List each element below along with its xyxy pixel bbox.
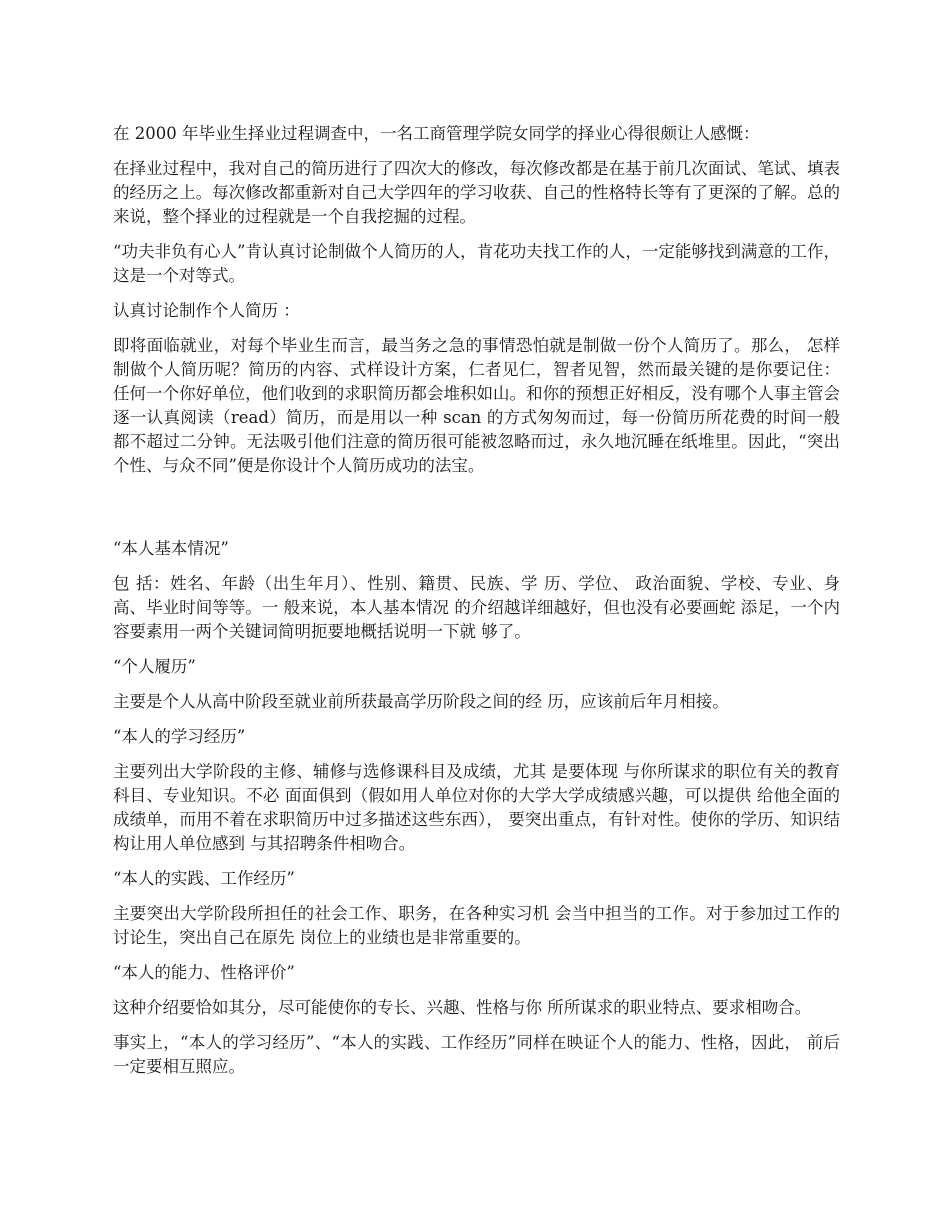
intro-paragraph: 在 2000 年毕业生择业过程调查中，一名工商管理学院女同学的择业心得很颇让人感慨： [113,124,760,143]
closing-paragraph: 事实上，“本人的学习经历”、“本人的实践、工作经历”同样在映证个人的能力、性格，因此， 前后一定要相互照应。 [113,1033,840,1076]
section-heading: “本人的实践、工作经历” [113,869,295,888]
section-heading: “本人基本情况” [113,539,229,558]
section-heading: 认真讨论制作个人简历 ： [113,301,300,320]
section-body: 主要是个人从高中阶段至就业前所获最高学历阶段之间的经 历，应该前后年月相接。 [113,692,729,711]
section-body: 这种介绍要恰如其分，尽可能使你的专长、兴趣、性格与你 所所谋求的职业特点、要求相吻合。 [113,998,812,1017]
section-heading: “个人履历” [113,657,196,676]
section-heading: “本人的能力、性格评价” [113,963,295,982]
section-body: 主要突出大学阶段所担任的社会工作、职务，在各种实习机 会当中担当的工作。对于参加过工作的讨论生，突出自己在原先 岗位上的业绩也是非常重要的。 [113,904,840,947]
document-page [113,122,840,1090]
section-heading: “本人的学习经历” [113,727,246,746]
experience-paragraph: 在择业过程中，我对自己的简历进行了四次大的修改，每次修改都是在基于前几次面试、笔试、填表的经历之上。每次修改都重新对自己大学四年的学习收获、自己的性格特长等有了更深的了解。总的来说，整个择业的过程就是一个自我挖掘的过程。 [113,159,840,226]
resume-advice-paragraph: 即将面临就业，对每个毕业生而言，最当务之急的事情恐怕就是制做一份个人简历了。那么， 怎样制做个人简历呢？简历的内容、式样设计方案，仁者见仁，智者见智，然而最关键的是你要记住： 任何一个你好单位，他们收到的求职简历都会堆积如山。和你的预想正好相反，没有哪个人事主管会逐一认真阅读（read）简历，而是用以一种 scan 的方式匆匆而过，每一份简历所花费的时间一般都不超过二分钟。无法吸引他们注意的简历很可能被忽略而过，永久地沉睡在纸堆里。因此，“突出个性、与众不同”便是你设计个人简历成功的法宝。 [113,336,840,475]
blank-gap [113,489,840,537]
quote-paragraph: “功夫非负有心人”肯认真讨论制做个人简历的人，肯花功夫找工作的人，一定能够找到满意的工作，这是一个对等式。 [113,242,840,285]
section-body: 主要列出大学阶段的主修、辅修与选修课科目及成绩，尤其 是要体现 与你所谋求的职位有关的教育科目、专业知识。不必 面面俱到（假如用人单位对你的大学大学成绩感兴趣，可以提供 给他全面的成绩单，而用不着在求职简历中过多描述这些东西）， 要突出重点，有针对性。使你的学历、知识结构让用人单位感到 与其招聘条件相吻合。 [113,762,840,853]
section-body: 包 括：姓名、年龄（出生年月）、性别、籍贯、民族、学 历、学位、 政治面貌、学校、专业、身高、毕业时间等等。一 般来说，本人基本情况 的介绍越详细越好，但也没有必要画蛇 添足，一个内容要素用一两个关键词简明扼要地概括说明一下就 够了。 [113,574,840,641]
